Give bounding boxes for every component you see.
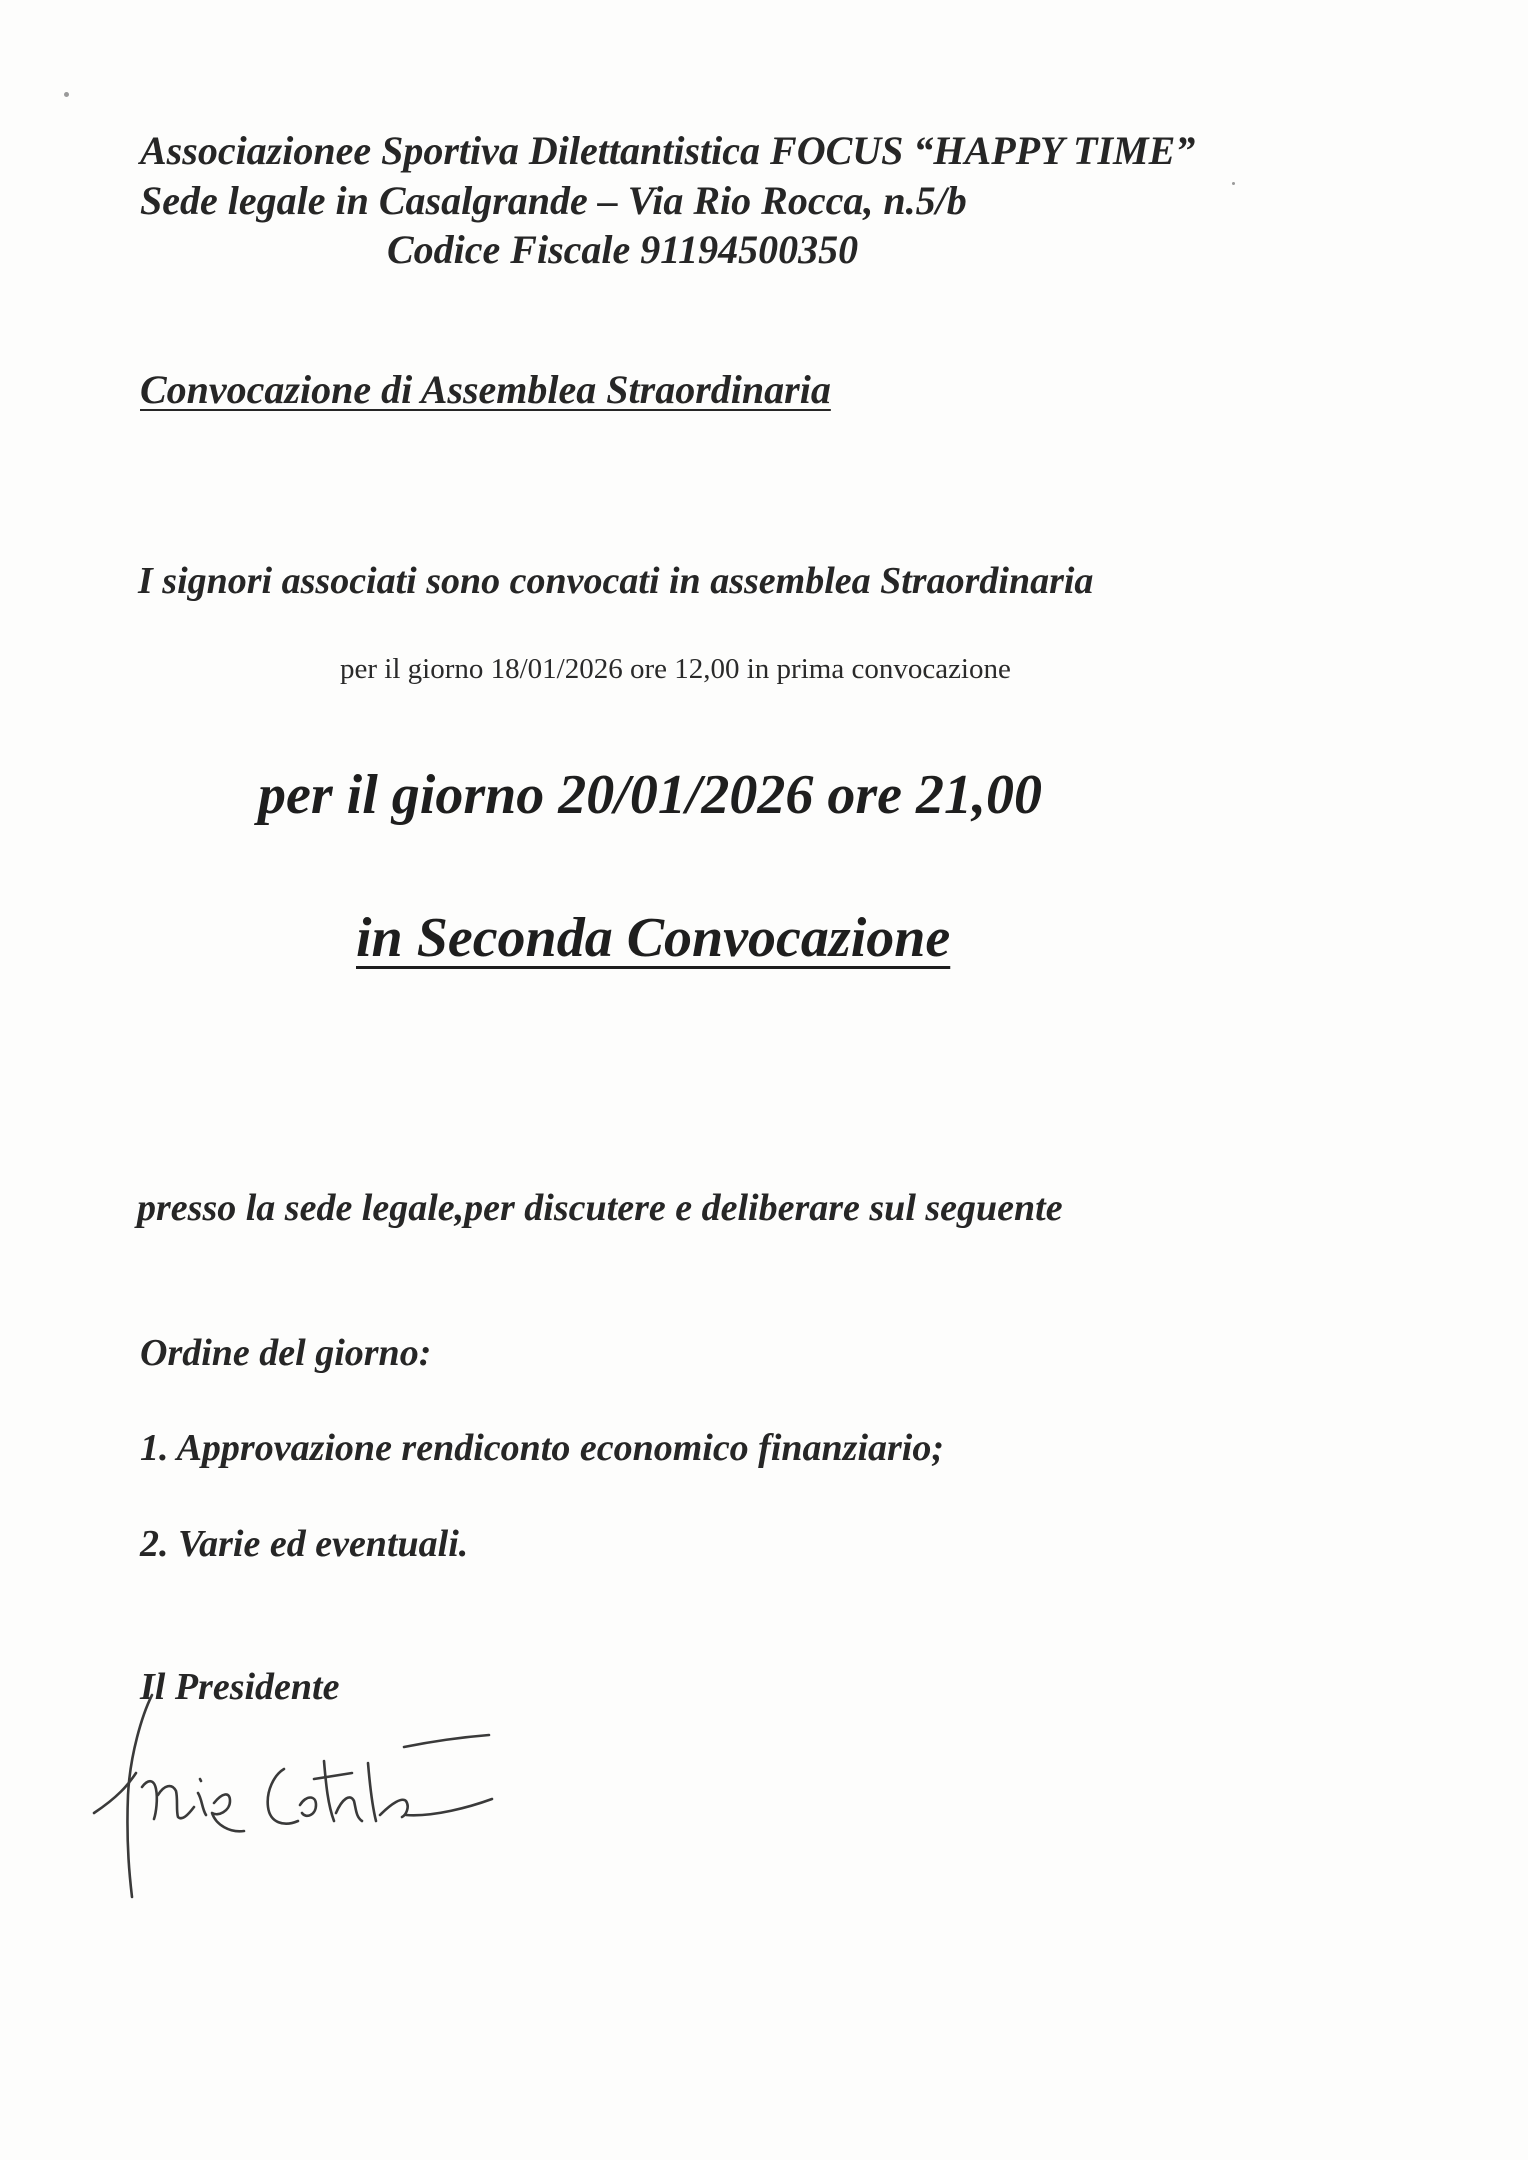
agenda-heading: Ordine del giorno: <box>140 1332 432 1374</box>
scan-speck <box>1232 182 1235 185</box>
registered-office: Sede legale in Casalgrande – Via Rio Rocca, n.5/b <box>140 178 967 223</box>
intro-paragraph: I signori associati sono convocati in assemblea Straordinaria <box>138 560 1094 602</box>
scan-speck <box>64 92 69 97</box>
handwritten-signature <box>84 1675 544 1915</box>
second-call-date: per il giorno 20/01/2026 ore 21,00 <box>258 764 1043 826</box>
tax-code: Codice Fiscale 91194500350 <box>387 227 859 272</box>
document-title: Convocazione di Assemblea Straordinaria <box>140 367 831 412</box>
agenda-item: 1. Approvazione rendiconto economico finanziario; <box>140 1427 945 1469</box>
second-call-label: in Seconda Convocazione <box>356 907 951 969</box>
first-call-line: per il giorno 18/01/2026 ore 12,00 in prima convocazione <box>340 653 1011 685</box>
agenda-item: 2. Varie ed eventuali. <box>140 1523 469 1565</box>
signatory-title: Il Presidente <box>140 1666 340 1708</box>
location-paragraph: presso la sede legale,per discutere e deliberare sul seguente <box>137 1187 1063 1229</box>
association-name: Associazionee Sportiva Dilettantistica FOCUS “HAPPY TIME” <box>140 128 1196 173</box>
